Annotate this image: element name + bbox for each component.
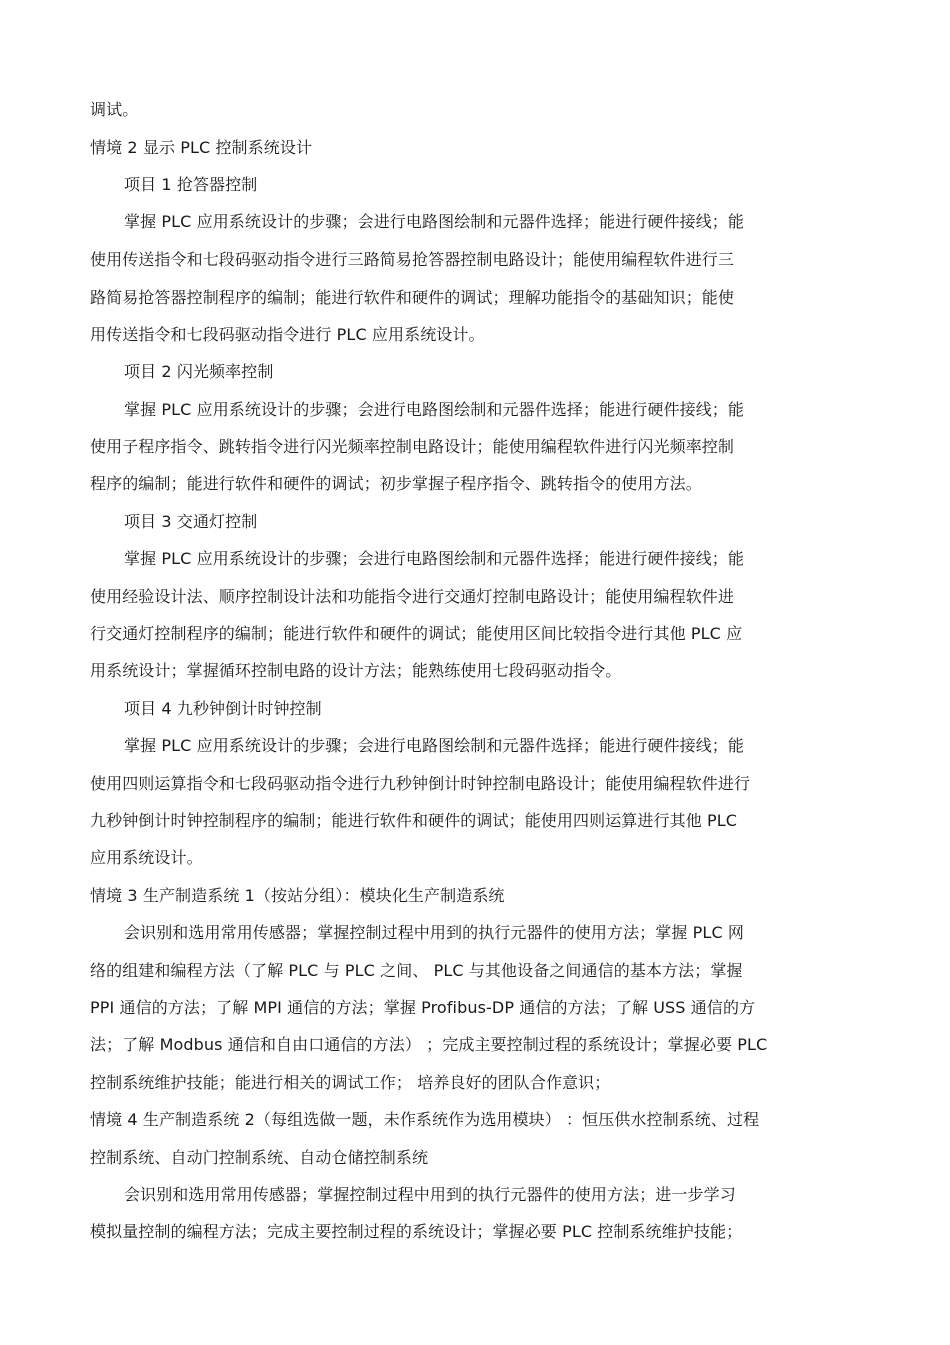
text-line: 络的组建和编程方法（了解 PLC 与 PLC 之间、 PLC 与其他设备之间通信的基本方法；掌握 [90, 961, 743, 980]
text-line: 掌握 PLC 应用系统设计的步骤；会进行电路图绘制和元器件选择；能进行硬件接线；能 [124, 549, 745, 568]
text-line: 使用四则运算指令和七段码驱动指令进行九秒钟倒计时钟控制电路设计；能使用编程软件进行 [90, 774, 751, 793]
text-line: 使用传送指令和七段码驱动指令进行三路简易抢答器控制电路设计；能使用编程软件进行三 [90, 250, 735, 269]
text-line: 模拟量控制的编程方法；完成主要控制过程的系统设计；掌握必要 PLC 控制系统维护技能； [90, 1222, 743, 1241]
text-line: 调试。 [90, 100, 139, 119]
text-line: 使用子程序指令、跳转指令进行闪光频率控制电路设计；能使用编程软件进行闪光频率控制 [90, 437, 735, 456]
text-line: 掌握 PLC 应用系统设计的步骤；会进行电路图绘制和元器件选择；能进行硬件接线；能 [124, 400, 745, 419]
text-line: 法；了解 Modbus 通信和自由口通信的方法） ；完成主要控制过程的系统设计；掌握必要 PLC [90, 1035, 768, 1054]
project-heading: 项目 1 抢答器控制 [124, 175, 258, 194]
text-line: 九秒钟倒计时钟控制程序的编制；能进行软件和硬件的调试；能使用四则运算进行其他 PLC [90, 811, 738, 830]
project-heading: 项目 3 交通灯控制 [124, 512, 258, 531]
text-line: 掌握 PLC 应用系统设计的步骤；会进行电路图绘制和元器件选择；能进行硬件接线；能 [124, 736, 745, 755]
text-line: 行交通灯控制程序的编制；能进行软件和硬件的调试；能使用区间比较指令进行其他 PLC 应 [90, 624, 743, 643]
section-heading: 情境 3 生产制造系统 1（按站分组）：模块化生产制造系统 [90, 886, 505, 905]
text-line: 使用经验设计法、顺序控制设计法和功能指令进行交通灯控制电路设计；能使用编程软件进 [90, 587, 735, 606]
text-line: 会识别和选用常用传感器；掌握控制过程中用到的执行元器件的使用方法；掌握 PLC 网 [124, 923, 745, 942]
text-line: 会识别和选用常用传感器；掌握控制过程中用到的执行元器件的使用方法；进一步学习 [124, 1185, 736, 1204]
text-line: 程序的编制；能进行软件和硬件的调试；初步掌握子程序指令、跳转指令的使用方法。 [90, 474, 702, 493]
section-heading: 情境 4 生产制造系统 2（每组选做一题，未作系统作为选用模块） ：恒压供水控制系统、过程 [90, 1110, 760, 1129]
project-heading: 项目 4 九秒钟倒计时钟控制 [124, 699, 322, 718]
text-line: 控制系统维护技能；能进行相关的调试工作； 培养良好的团队合作意识； [90, 1073, 611, 1092]
project-heading: 项目 2 闪光频率控制 [124, 362, 274, 381]
text-line: 控制系统、自动门控制系统、自动仓储控制系统 [90, 1148, 429, 1167]
text-line: 应用系统设计。 [90, 848, 203, 867]
section-heading: 情境 2 显示 PLC 控制系统设计 [90, 138, 313, 157]
text-line: PPI 通信的方法；了解 MPI 通信的方法；掌握 Profibus-DP 通信的方法；了解 USS 通信的方 [90, 998, 756, 1017]
text-line: 用传送指令和七段码驱动指令进行 PLC 应用系统设计。 [90, 325, 485, 344]
text-line: 掌握 PLC 应用系统设计的步骤；会进行电路图绘制和元器件选择；能进行硬件接线；能 [124, 212, 745, 231]
text-line: 用系统设计；掌握循环控制电路的设计方法；能熟练使用七段码驱动指令。 [90, 661, 622, 680]
text-line: 路简易抢答器控制程序的编制；能进行软件和硬件的调试；理解功能指令的基础知识；能使 [90, 288, 735, 307]
